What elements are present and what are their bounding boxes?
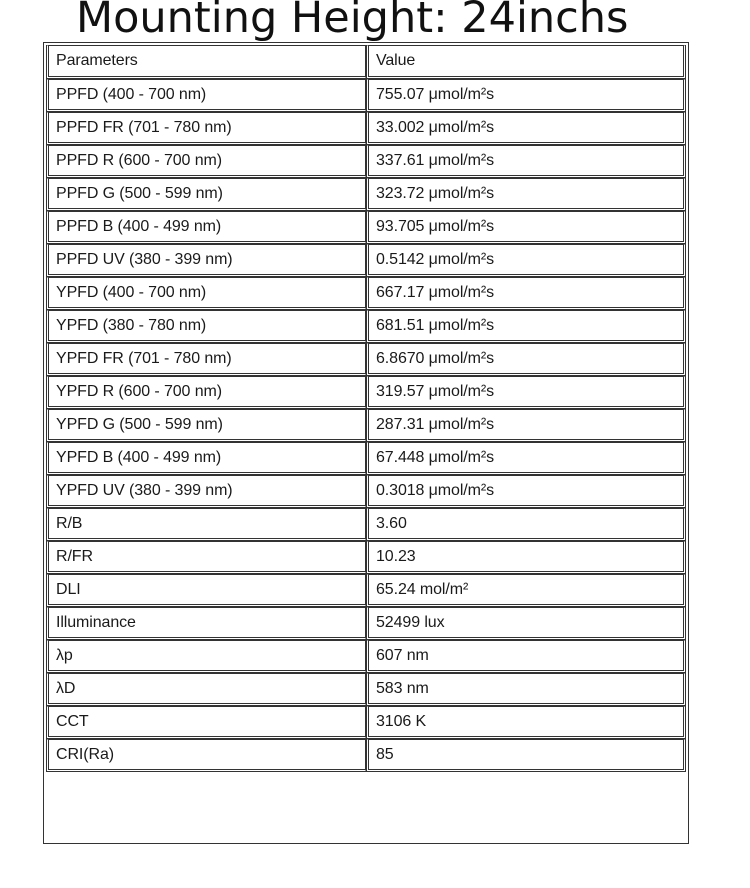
- value-cell: 65.24 mol/m²: [366, 574, 686, 607]
- value-cell: 337.61 μmol/m²s: [366, 145, 686, 178]
- table-row: [46, 211, 686, 244]
- table-row: [46, 409, 686, 442]
- parameter-cell: PPFD UV (380 - 399 nm): [46, 244, 366, 277]
- parameter-cell: PPFD (400 - 700 nm): [46, 79, 366, 112]
- value-cell: 0.5142 μmol/m²s: [366, 244, 686, 277]
- value-cell: 93.705 μmol/m²s: [366, 211, 686, 244]
- table-row: [46, 145, 686, 178]
- table-row: [46, 706, 686, 739]
- table-row: [46, 541, 686, 574]
- parameter-cell: CCT: [46, 706, 366, 739]
- parameter-cell: R/FR: [46, 541, 366, 574]
- parameter-cell: YPFD B (400 - 499 nm): [46, 442, 366, 475]
- value-cell: 319.57 μmol/m²s: [366, 376, 686, 409]
- table-row: [46, 79, 686, 112]
- value-cell: 287.31 μmol/m²s: [366, 409, 686, 442]
- value-cell: 583 nm: [366, 673, 686, 706]
- value-cell: 10.23: [366, 541, 686, 574]
- value-cell: 323.72 μmol/m²s: [366, 178, 686, 211]
- value-cell: 755.07 μmol/m²s: [366, 79, 686, 112]
- parameter-cell: YPFD FR (701 - 780 nm): [46, 343, 366, 376]
- parameter-cell: R/B: [46, 508, 366, 541]
- spec-table-body: [46, 45, 686, 772]
- parameter-cell: PPFD G (500 - 599 nm): [46, 178, 366, 211]
- parameter-cell: CRI(Ra): [46, 739, 366, 772]
- table-row: [46, 508, 686, 541]
- value-cell: 607 nm: [366, 640, 686, 673]
- parameter-cell: YPFD G (500 - 599 nm): [46, 409, 366, 442]
- parameter-cell: λp: [46, 640, 366, 673]
- parameter-cell: YPFD UV (380 - 399 nm): [46, 475, 366, 508]
- table-row: [46, 277, 686, 310]
- parameter-cell: PPFD FR (701 - 780 nm): [46, 112, 366, 145]
- parameters-column-header: Parameters: [46, 45, 366, 79]
- spec-table: [46, 45, 686, 772]
- value-cell: 3.60: [366, 508, 686, 541]
- value-cell: 67.448 μmol/m²s: [366, 442, 686, 475]
- parameter-cell: YPFD (380 - 780 nm): [46, 310, 366, 343]
- page-title: Mounting Height: 24inchs: [76, 0, 629, 43]
- table-row: [46, 244, 686, 277]
- table-row: [46, 607, 686, 640]
- parameter-cell: Illuminance: [46, 607, 366, 640]
- table-header-row: [46, 45, 686, 79]
- value-cell: 85: [366, 739, 686, 772]
- table-row: [46, 673, 686, 706]
- spec-table-frame: [43, 42, 689, 844]
- parameter-cell: PPFD B (400 - 499 nm): [46, 211, 366, 244]
- value-column-header: Value: [366, 45, 686, 79]
- value-cell: 52499 lux: [366, 607, 686, 640]
- value-cell: 6.8670 μmol/m²s: [366, 343, 686, 376]
- value-cell: 667.17 μmol/m²s: [366, 277, 686, 310]
- table-row: [46, 475, 686, 508]
- table-row: [46, 343, 686, 376]
- parameter-cell: YPFD R (600 - 700 nm): [46, 376, 366, 409]
- value-cell: 3106 K: [366, 706, 686, 739]
- table-row: [46, 112, 686, 145]
- table-row: [46, 574, 686, 607]
- table-row: [46, 640, 686, 673]
- table-row: [46, 442, 686, 475]
- parameter-cell: DLI: [46, 574, 366, 607]
- table-row: [46, 739, 686, 772]
- parameter-cell: YPFD (400 - 700 nm): [46, 277, 366, 310]
- value-cell: 681.51 μmol/m²s: [366, 310, 686, 343]
- parameter-cell: λD: [46, 673, 366, 706]
- table-row: [46, 376, 686, 409]
- table-row: [46, 178, 686, 211]
- value-cell: 33.002 μmol/m²s: [366, 112, 686, 145]
- value-cell: 0.3018 μmol/m²s: [366, 475, 686, 508]
- parameter-cell: PPFD R (600 - 700 nm): [46, 145, 366, 178]
- table-row: [46, 310, 686, 343]
